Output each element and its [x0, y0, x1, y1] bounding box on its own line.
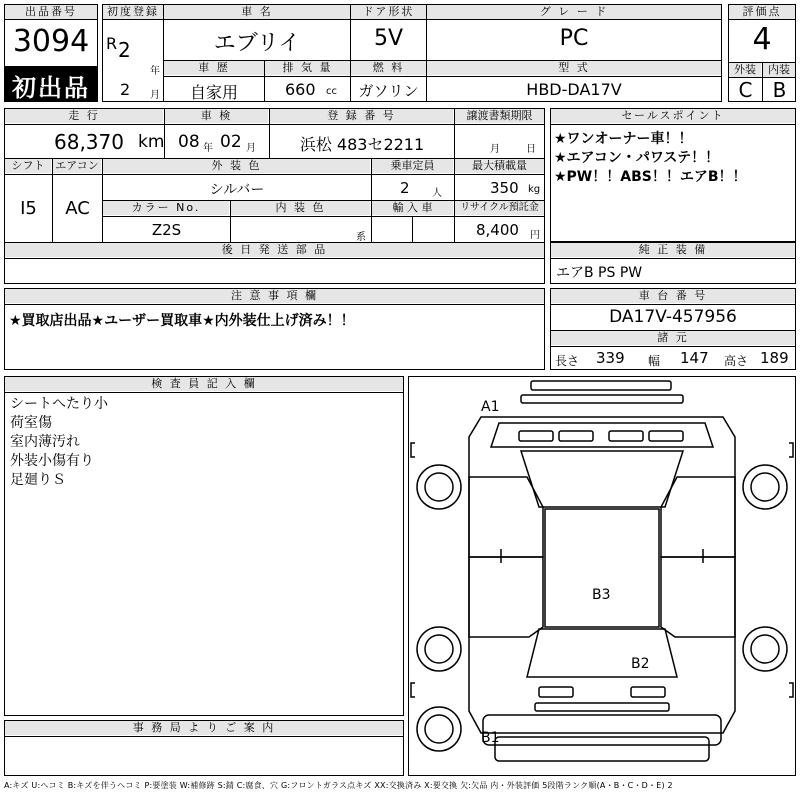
air-conditioner: AC	[65, 198, 90, 219]
dimensions-label: 諸 元	[551, 331, 795, 345]
inspector-note: 室内薄汚れ	[10, 434, 80, 450]
ac-label: エアコン	[53, 159, 101, 173]
history: 自家用	[189, 83, 238, 102]
first-reg-label: 初度登録	[103, 5, 163, 19]
damage-mark-b3: B3	[592, 587, 611, 603]
chassis-label: 車 台 番 号	[551, 289, 795, 303]
capacity-unit: 人	[432, 188, 442, 199]
shift: I5	[20, 198, 37, 219]
displacement: 660	[285, 80, 316, 99]
shift-label: シフト	[5, 159, 51, 173]
doors-label: ドア形状	[351, 5, 426, 19]
equipment-list: エアB PS PW	[556, 265, 643, 281]
month-unit: 月	[150, 90, 160, 101]
displacement-label: 排 気 量	[265, 61, 350, 75]
lot-label: 出品番号	[5, 5, 97, 19]
inspection-label: 車 検	[165, 109, 268, 123]
inspector-note: 荷室傷	[10, 415, 52, 431]
color-no-label: カラー No.	[103, 201, 229, 215]
insp-year-unit: 年	[203, 143, 213, 154]
int-color-suffix: 系	[356, 232, 366, 243]
exterior-grade-label: 外装	[729, 63, 761, 77]
inspector-notes	[10, 395, 108, 490]
chassis-number: DA17V-457956	[609, 307, 737, 327]
ext-color-label: 外 装 色	[103, 159, 370, 173]
transfer-month: 月	[490, 144, 500, 155]
car-diagram	[409, 377, 795, 775]
mileage: 68,370	[54, 130, 124, 154]
sales-point: ★ワンオーナー車！！	[554, 131, 693, 147]
transfer-label: 譲渡書類期限	[455, 109, 544, 123]
year-unit: 年	[150, 66, 160, 77]
type-label: 型 式	[427, 61, 721, 75]
import-label: 輸 入 車	[372, 201, 453, 215]
grade: PC	[559, 26, 589, 51]
score: 4	[752, 22, 772, 57]
fuel: ガソリン	[358, 82, 419, 100]
capacity: 2	[400, 179, 410, 197]
length: 339	[596, 349, 625, 367]
displacement-unit: cc	[326, 86, 337, 97]
office-label: 事 務 局 よ り ご 案 内	[5, 721, 403, 735]
sales-points-label: セールスポイント	[551, 109, 795, 123]
sales-point: ★PW！！ABS！！エアB！！	[554, 169, 747, 185]
recycle-deposit: 8,400	[476, 221, 519, 239]
era: R	[106, 34, 118, 53]
inspection-month: 02	[220, 132, 242, 152]
model-name: エブリイ	[213, 31, 301, 56]
damage-mark-a1: A1	[481, 399, 500, 415]
plate-label: 登 録 番 号	[270, 109, 453, 123]
damage-mark-b2: B2	[631, 656, 650, 672]
int-color-label: 内 装 色	[231, 201, 370, 215]
inspection-year: 08	[178, 132, 200, 152]
damage-legend: A:キズ U:ヘコミ B:キズを伴うヘコミ P:要塗装 W:補修跡 S:錆 C:腐食、穴 G:フロントガラス点キズ XX:交換済み X:要交換 欠:欠品 内・外装評価 5段階ランク順(A・B・C・D・E) 2	[4, 781, 673, 790]
width-label: 幅	[648, 354, 661, 368]
height-label: 高さ	[724, 354, 749, 368]
lot-number: 3094	[12, 24, 90, 59]
max-load: 350	[490, 179, 519, 197]
recycle-unit: 円	[530, 230, 540, 241]
history-label: 車 歴	[164, 61, 264, 75]
fuel-label: 燃 料	[351, 61, 426, 75]
sales-points-list	[554, 130, 747, 187]
interior-grade: B	[772, 78, 787, 102]
capacity-label: 乗車定員	[372, 159, 453, 173]
plate-number: 浜松 483セ2211	[299, 135, 425, 154]
door-type: 5V	[373, 26, 404, 51]
first-reg-year: 2	[118, 38, 131, 62]
interior-grade-label: 内装	[763, 63, 795, 77]
grade-label: グ レ ー ド	[427, 5, 721, 19]
mileage-unit: km	[138, 132, 165, 152]
first-reg-month: 2	[120, 80, 131, 99]
model-type: HBD-DA17V	[526, 80, 622, 99]
inspector-note: シートへたり小	[10, 396, 108, 412]
equipment-label: 純 正 装 備	[551, 243, 795, 257]
recycle-label: リサイクル預託金	[455, 201, 544, 215]
first-listing-text: 初出品	[12, 74, 90, 102]
load-unit: kg	[528, 184, 541, 195]
damage-mark-b1: B1	[481, 730, 500, 746]
load-label: 最大積載量	[455, 159, 544, 173]
insp-month-unit: 月	[246, 143, 256, 154]
color-number: Z2S	[151, 221, 182, 239]
mileage-label: 走 行	[5, 109, 163, 123]
transfer-day: 日	[526, 144, 536, 155]
length-label: 長さ	[555, 354, 580, 368]
later-parts-label: 後 日 発 送 部 品	[5, 243, 544, 257]
sales-point: ★エアコン・パワステ！！	[554, 150, 720, 166]
inspector-note: 外装小傷有り	[10, 453, 94, 469]
notes-text: ★買取店出品★ユーザー買取車★内外装仕上げ済み！！	[9, 313, 355, 329]
inspector-note: 足廻りＳ	[10, 472, 66, 488]
model-label: 車 名	[164, 5, 350, 19]
width: 147	[680, 349, 709, 367]
score-label: 評価点	[729, 5, 795, 19]
height: 189	[760, 349, 789, 367]
exterior-grade: C	[738, 78, 753, 102]
notes-label: 注 意 事 項 欄	[5, 289, 544, 303]
inspector-label: 検 査 員 記 入 欄	[5, 377, 403, 391]
exterior-color: シルバー	[209, 182, 265, 198]
